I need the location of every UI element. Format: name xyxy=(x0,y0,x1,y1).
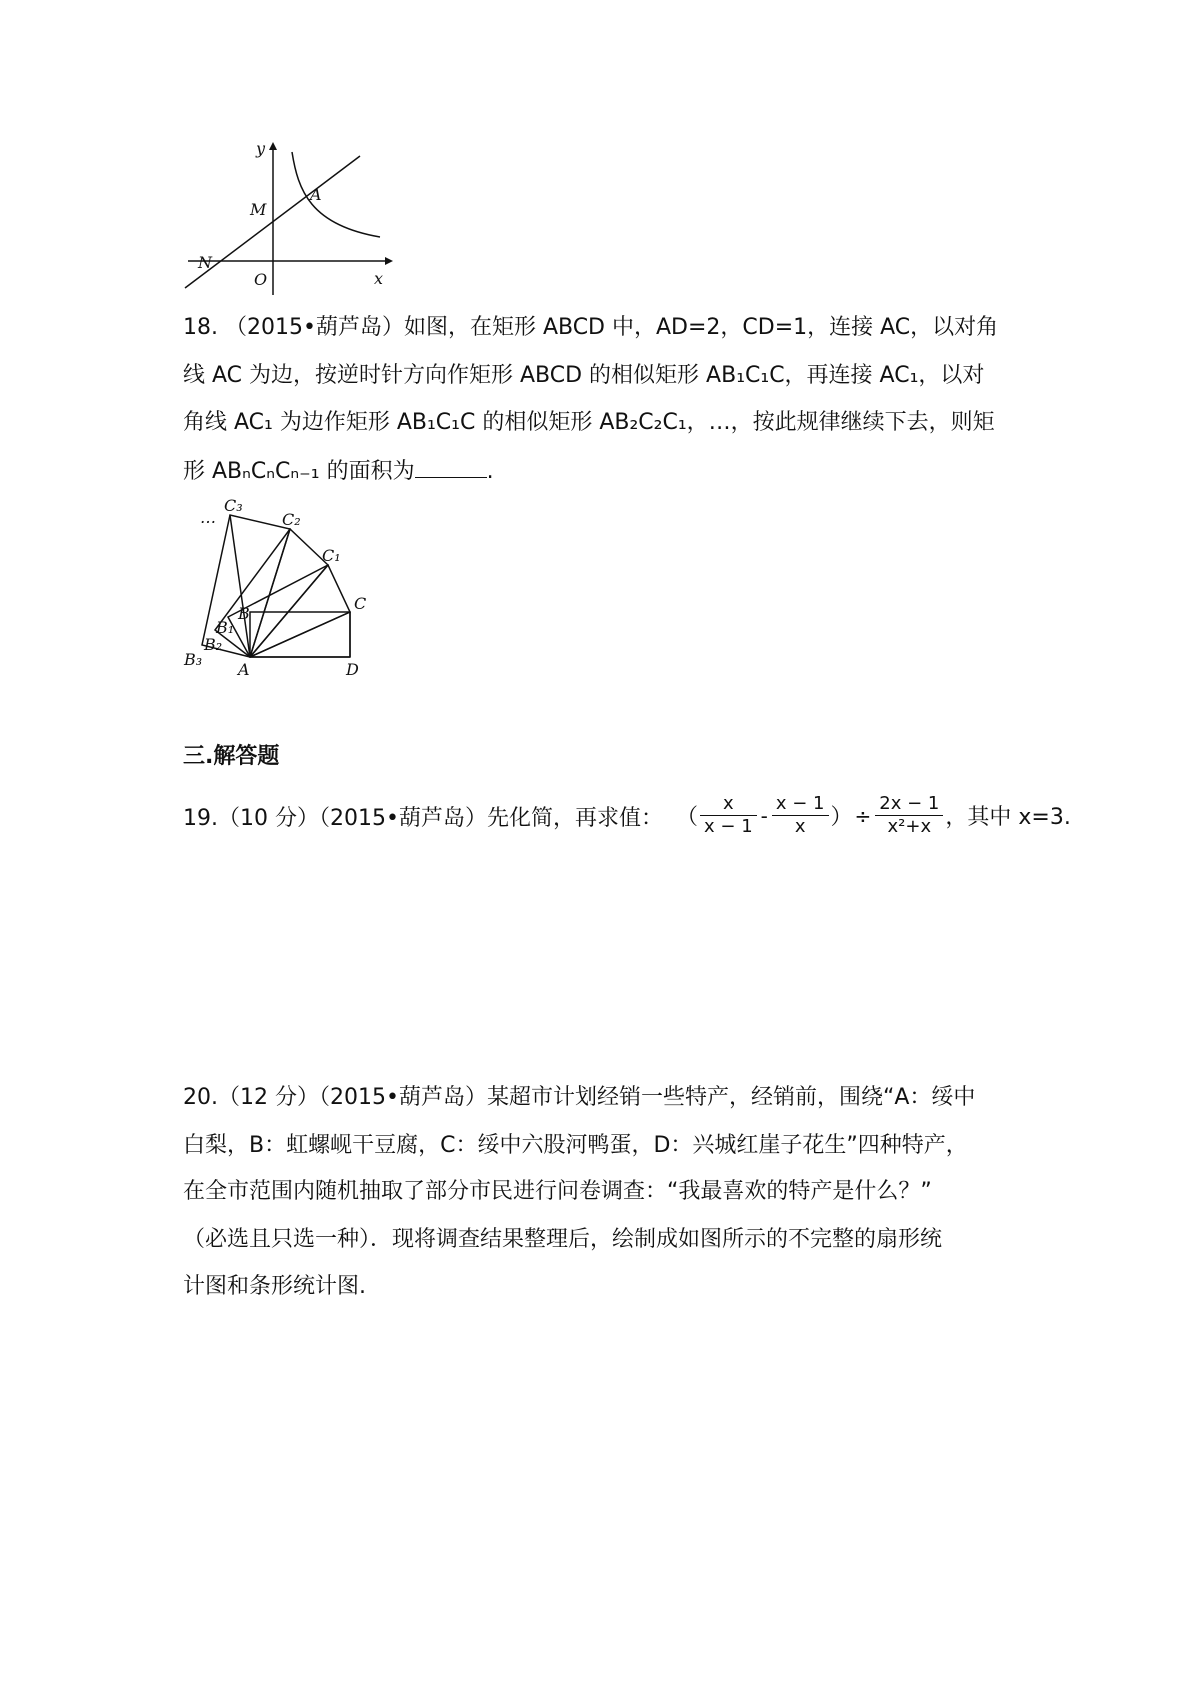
label-c3: C₃ xyxy=(224,496,243,515)
q20-line-2: 白梨，B：虹螺岘干豆腐，C：绥中六股河鸭蛋，D：兴城红崖子花生”四种特产， xyxy=(183,1133,968,1158)
section-heading: 三.解答题 xyxy=(183,744,280,769)
q19-expression xyxy=(676,793,1071,838)
fraction-3 xyxy=(875,793,943,838)
fraction-3-numerator: 2x − 1 xyxy=(875,793,943,816)
q18-line-4-period: . xyxy=(486,459,494,484)
fraction-1-denominator: x − 1 xyxy=(704,816,753,837)
fraction-1-numerator: x xyxy=(700,793,757,816)
q19-tail: ，其中 x=3. xyxy=(945,805,1071,830)
minus-sign: - xyxy=(760,803,768,828)
q18-line-4 xyxy=(183,455,494,487)
answer-blank xyxy=(415,455,487,478)
fraction-2 xyxy=(772,793,829,838)
label-ellipsis: … xyxy=(200,508,216,527)
paren-close: ） xyxy=(830,805,853,830)
label-b1: B₁ xyxy=(216,618,235,637)
label-b3: B₃ xyxy=(184,650,203,669)
q20-line-3: 在全市范围内随机抽取了部分市民进行问卷调查：“我最喜欢的特产是什么？” xyxy=(183,1179,932,1204)
figure-line-hyperbola xyxy=(180,140,400,300)
fraction-3-denominator: x²+x xyxy=(887,816,932,837)
label-b: B xyxy=(238,604,250,623)
label-c2: C₂ xyxy=(282,510,301,529)
label-a: A xyxy=(310,185,322,204)
x-axis-arrow xyxy=(385,257,393,265)
q20-line-4: （必选且只选一种）．现将调查结果整理后，绘制成如图所示的不完整的扇形统 xyxy=(183,1227,943,1252)
paren-open: （ xyxy=(676,805,699,830)
label-b2: B₂ xyxy=(204,635,223,654)
hyperbola-curve xyxy=(292,152,380,237)
rect-ab2c2c1 xyxy=(215,529,328,657)
q18-line-4-text: 形 ABₙCₙCₙ₋₁ 的面积为 xyxy=(183,459,415,484)
fraction-2-numerator: x − 1 xyxy=(772,793,829,816)
fraction-2-denominator: x xyxy=(794,816,806,837)
label-a: A xyxy=(238,660,250,679)
q18-line-1: 18. （2015•葫芦岛）如图，在矩形 ABCD 中，AD=2，CD=1，连接 AC，以对角 xyxy=(183,315,999,340)
figure-similar-rectangles xyxy=(180,495,380,680)
label-x: x xyxy=(374,269,384,288)
q20-line-5: 计图和条形统计图. xyxy=(183,1274,366,1299)
fraction-1 xyxy=(700,793,757,838)
label-y: y xyxy=(256,140,266,158)
q18-line-3: 角线 AC₁ 为边作矩形 AB₁C₁C 的相似矩形 AB₂C₂C₁，…，按此规律继续下去，则矩 xyxy=(183,410,995,435)
label-o: O xyxy=(254,270,268,289)
label-c: C xyxy=(354,594,367,613)
label-d: D xyxy=(346,660,359,679)
label-n: N xyxy=(198,253,212,272)
divide-sign: ÷ xyxy=(854,803,872,828)
label-m: M xyxy=(250,200,267,219)
y-axis-arrow xyxy=(269,142,277,150)
q20-line-1: 20.（12 分）（2015•葫芦岛）某超市计划经销一些特产，经销前，围绕“A：绥中 xyxy=(183,1085,976,1110)
q19-line: 19.（10 分）（2015•葫芦岛）先化简，再求值： xyxy=(183,806,663,831)
q18-line-2: 线 AC 为边，按逆时针方向作矩形 ABCD 的相似矩形 AB₁C₁C，再连接 AC₁，以对 xyxy=(183,363,985,388)
label-c1: C₁ xyxy=(322,546,341,565)
